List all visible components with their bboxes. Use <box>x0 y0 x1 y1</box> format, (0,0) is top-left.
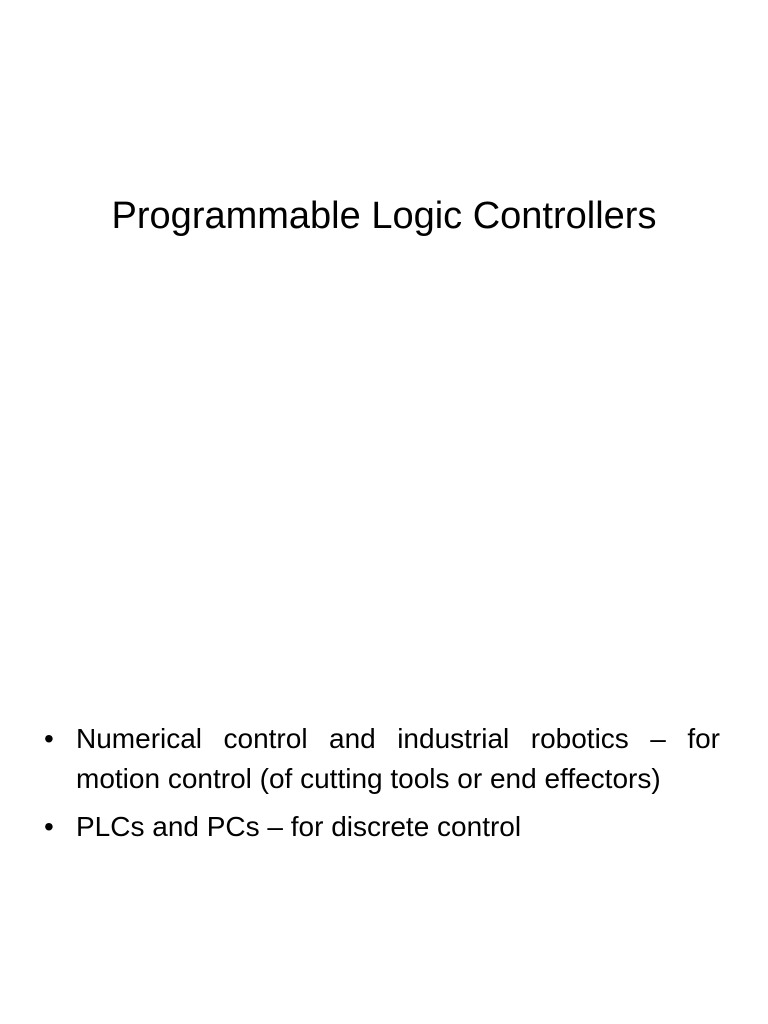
bullet-dot-icon: • <box>44 811 54 842</box>
slide-title: Programmable Logic Controllers <box>111 195 657 237</box>
bullet-list <box>44 719 720 855</box>
bullet-item <box>44 719 720 799</box>
bullet-item <box>44 807 720 847</box>
bullet-dot-icon: • <box>44 723 54 754</box>
bullet-text: Numerical control and industrial robotics – for motion control (of cutting tools or end effectors) <box>76 723 720 794</box>
bullet-text: PLCs and PCs – for discrete control <box>76 811 522 842</box>
